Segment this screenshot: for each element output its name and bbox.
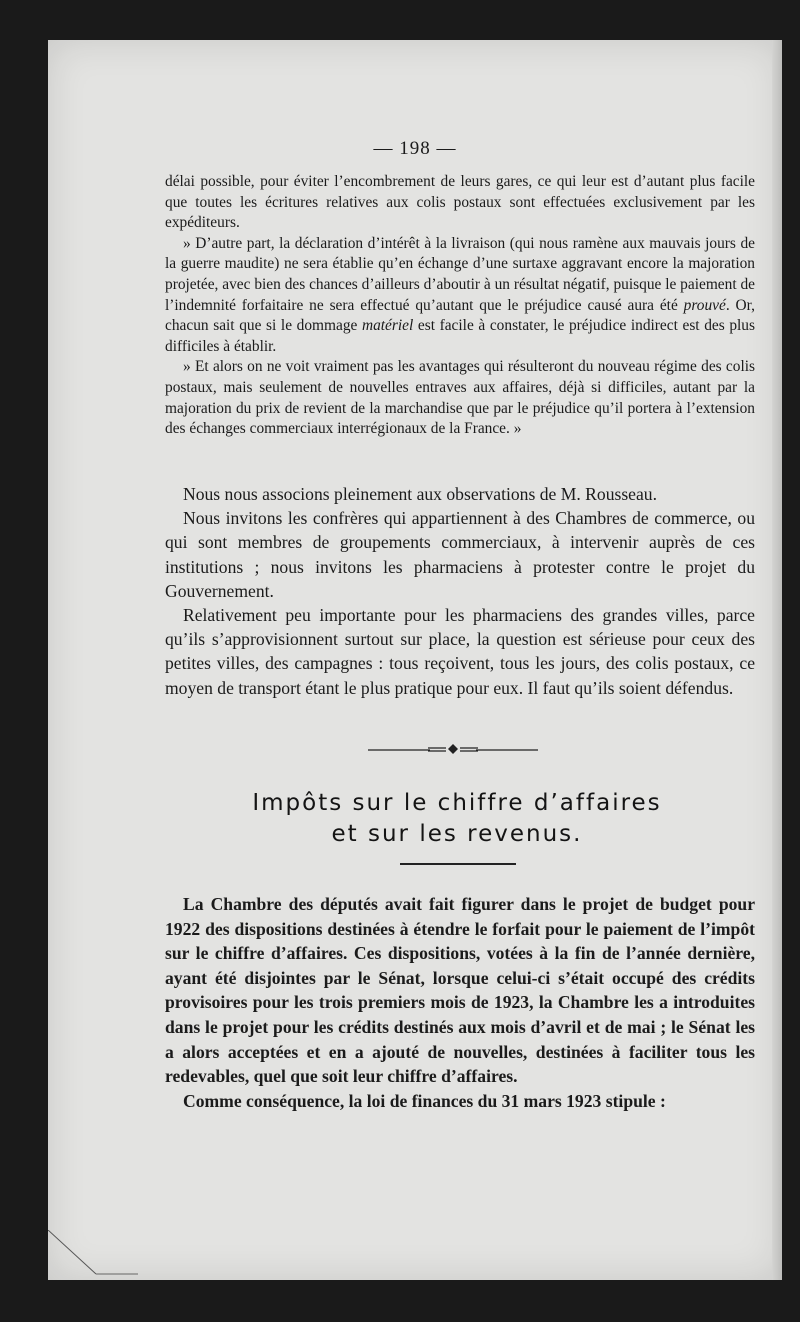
section-title-line-2: et sur les revenus.: [331, 821, 583, 847]
quote-paragraph-1: délai possible, pour éviter l’encombrement de leurs gares, ce qui leur est d’autant plus facile que toutes les écritures relatives aux colis postaux sont effectuées exclusivement par les expéditeurs.: [165, 173, 755, 232]
page-corner-fold: [48, 1230, 138, 1280]
body-paragraph-1: Nous nous associons pleinement aux observations de M. Rousseau.: [183, 484, 657, 504]
quote-p2-text-before: » D’autre part, la déclaration d’intérêt à la livraison (qui nous ramène aux mauvais jours de la guerre maudite) ne sera établie qu’en échange d’une surtaxe aggravant encore la majoration projetée, avec bien des chances d’ailleurs d’aboutir à un résultat négatif, puisque le paiement de l’indemnité forfaitaire ne sera effectué qu’autant que le préjudice causé aura été: [165, 234, 755, 314]
section-paragraph-2: Comme conséquence, la loi de finances du 31 mars 1923 stipule :: [183, 1090, 666, 1111]
quote-p2-emphasis-materiel: matériel: [361, 317, 414, 335]
commentary-text: [165, 482, 755, 700]
quote-p2-emphasis-prouve: prouvé: [683, 296, 726, 314]
page-edge-shadow: [772, 40, 782, 1280]
quote-paragraph-2: [165, 234, 755, 358]
section-paragraph-1: La Chambre des députés avait fait figurer dans le projet de budget pour 1922 des dispositions destinées à étendre le forfait pour le paiement de l’impôt sur le chiffre d’affaires. Ces dispositions, votées à la fin de l’année dernière, ayant été disjointes par le Sénat, lorsque celui-ci s’était occupé des crédits provisoires pour les trois premiers mois de 1923, la Chambre les a introduites dans le projet pour les crédits destinés aux mois d’avril et de mai ; le Sénat les a alors acceptées et en a ajouté de nouvelles, destinées à faciliter tous les redevables, quel que soit leur chiffre d’affaires.: [165, 894, 755, 1087]
title-underline-rule: [400, 863, 516, 865]
page-number: — 198 —: [373, 138, 457, 159]
body-paragraph-3: Relativement peu importante pour les pharmaciens des grandes villes, parce qu’ils s’approvisionnent surtout sur place, la question est sérieuse pour ceux des petites villes, des campagnes : tous reçoivent, tous les jours, des colis postaux, ce moyen de transport étant le plus pratique pour eux. Il faut qu’ils soient défendus.: [165, 605, 755, 698]
section-title: [165, 788, 749, 850]
section-title-line-1: Impôts sur le chiffre d’affaires: [252, 790, 662, 816]
body-paragraph-2: Nous invitons les confrères qui appartiennent à des Chambres de commerce, ou qui sont membres de groupements commerciaux, à intervenir auprès de ces institutions ; nous invitons les pharmaciens à protester contre le projet du Gouvernement.: [165, 508, 755, 601]
ornament-divider: [368, 742, 538, 756]
section-body-text: [165, 892, 755, 1113]
book-page: [48, 40, 782, 1280]
quoted-text: [165, 172, 755, 440]
quote-p2-text-mid: . Or, chacun sait que si le dommage: [165, 296, 756, 335]
quote-paragraph-3: » Et alors on ne voit vraiment pas les avantages qui résulteront du nouveau régime des colis postaux, mais seulement de nouvelles entraves aux affaires, déjà si difficiles, autant par la majoration du prix de revient de la marchandise que par le préjudice qu’il portera à l’extension des échanges commerciaux interrégionaux de la France. »: [165, 358, 755, 438]
quote-p2-text-after: est facile à constater, le préjudice indirect est des plus difficiles à établir.: [165, 317, 755, 355]
